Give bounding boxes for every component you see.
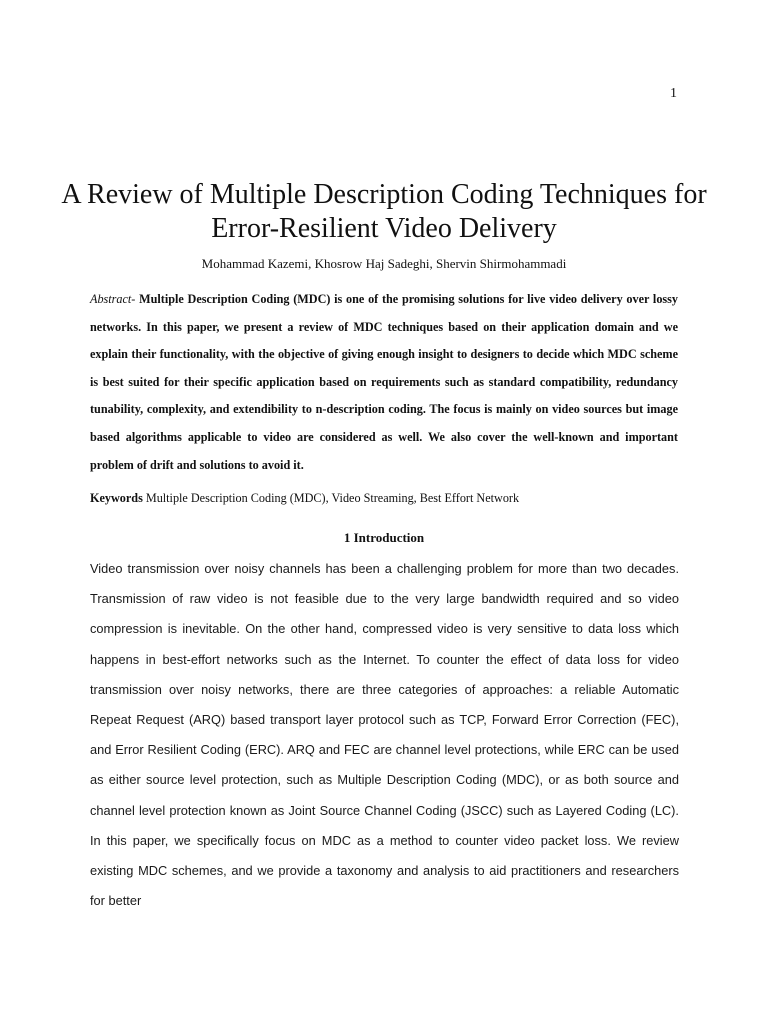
introduction-paragraph: Video transmission over noisy channels has been a challenging problem for more than two decades. Transmission of raw video is not feasible due to the very large bandwidth required and so video compression is inevitable. On the other hand, compressed video is very sensitive to data loss which happens in best-effort networks such as the Internet. To counter the effect of data loss for video transmission over noisy networks, there are three categories of approaches: a reliable Automatic Repeat Request (ARQ) based transport layer protocol such as TCP, Forward Error Correction (FEC), and Error Resilient Coding (ERC). ARQ and FEC are channel level protections, while ERC can be used as either source level protection, such as Multiple Description Coding (MDC), or as both source and channel level protection known as Joint Source Channel Coding (JSCC) such as Layered Coding (LC). In this paper, we specifically focus on MDC as a method to counter video packet loss. We review existing MDC schemes, and we provide a taxonomy and analysis to aid practitioners and researchers for better [90, 561, 679, 909]
author-list: Mohammad Kazemi, Khosrow Haj Sadeghi, Shervin Shirmohammadi [201, 256, 567, 271]
keywords-label: Keywords [90, 491, 143, 505]
keywords-text: Multiple Description Coding (MDC), Video Streaming, Best Effort Network [145, 491, 520, 505]
abstract-label: Abstract- [90, 292, 136, 306]
abstract-paragraph [90, 286, 678, 479]
page-number: 1 [670, 86, 677, 101]
abstract-text: Multiple Description Coding (MDC) is one of the promising solutions for live video delivery over lossy networks. In this paper, we present a review of MDC techniques based on their application domain and we explain their functionality, with the objective of giving enough insight to designers to decide which MDC scheme is best suited for their specific application based on requirements such as standard compatibility, redundancy tunability, complexity, and extendibility to n-description coding. The focus is mainly on video sources but image based algorithms applicable to video are considered as well. We also cover the well-known and important problem of drift and solutions to avoid it. [90, 292, 678, 472]
keywords-line [90, 489, 678, 507]
paper-title: A Review of Multiple Description Coding Techniques for Error-Resilient Video Delivery [61, 179, 707, 244]
section-heading-introduction: 1 Introduction [343, 530, 425, 545]
